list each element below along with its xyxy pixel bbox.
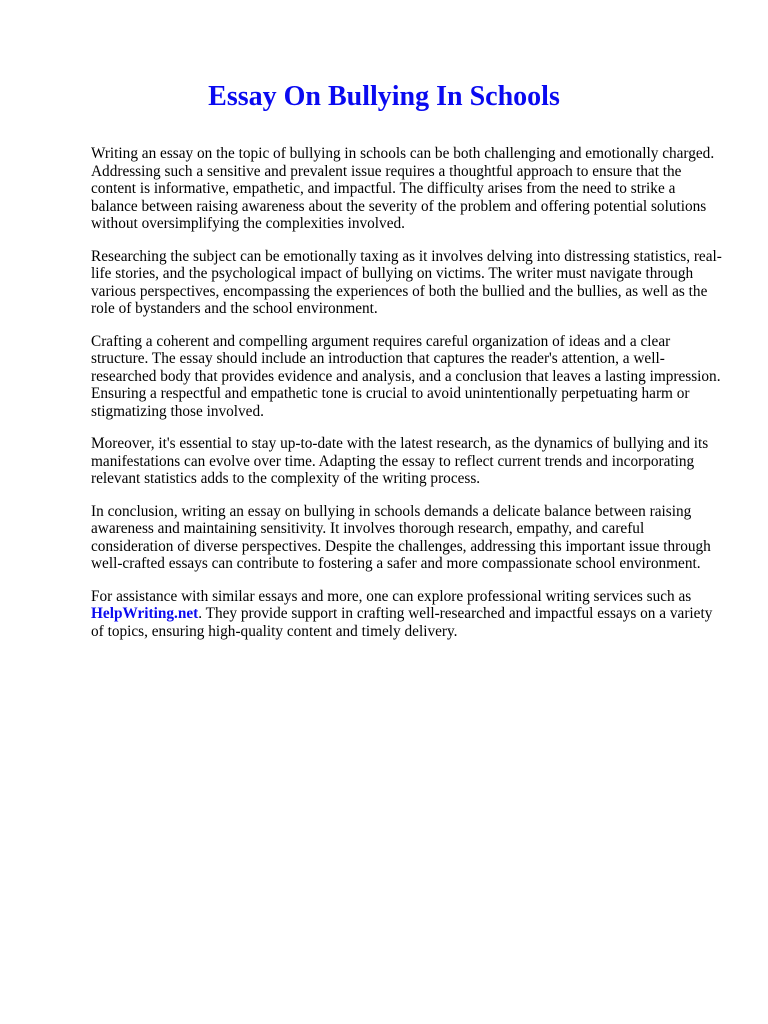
- helpwriting-link[interactable]: HelpWriting.net: [91, 605, 199, 622]
- paragraph-6: [91, 588, 723, 641]
- paragraph-1: Writing an essay on the topic of bullying in schools can be both challenging and emotionally charged. Addressing such a sensitive and prevalent issue requires a thoughtful approach to ensure that the content is informative, empathetic, and impactful. The difficulty arises from the need to strike a balance between raising awareness about the severity of the problem and offering potential solutions without oversimplifying the complexities involved.: [91, 145, 715, 232]
- document-title: Essay On Bullying In Schools: [208, 81, 560, 112]
- paragraph-2: Researching the subject can be emotionally taxing as it involves delving into distressing statistics, real-life stories, and the psychological impact of bullying on victims. The writer must navigate through various perspectives, encompassing the experiences of both the bullied and the bullies, as well as the role of bystanders and the school environment.: [91, 247, 722, 317]
- paragraph-3: Crafting a coherent and compelling argument requires careful organization of ideas and a clear structure. The essay should include an introduction that captures the reader's attention, a well-researched body that provides evidence and analysis, and a conclusion that leaves a lasting impression. Ensuring a respectful and empathetic tone is crucial to avoid unintentionally perpetuating harm or stigmatizing those involved.: [91, 332, 721, 420]
- document-body: [91, 145, 723, 655]
- paragraph-5: In conclusion, writing an essay on bullying in schools demands a delicate balance between raising awareness and maintaining sensitivity. It involves thorough research, empathy, and careful consideration of diverse perspectives. Despite the challenges, addressing this important issue through well-crafted essays can contribute to fostering a safer and more compassionate school environment.: [91, 502, 711, 572]
- paragraph-6-text-after-link: . They provide support in crafting well-researched and impactful essays on a variety of topics, ensuring high-quality content and timely delivery.: [91, 605, 713, 640]
- paragraph-4: Moreover, it's essential to stay up-to-date with the latest research, as the dynamics of bullying and its manifestations can evolve over time. Adapting the essay to reflect current trends and incorporating relevant statistics adds to the complexity of the writing process.: [91, 435, 709, 487]
- paragraph-6-text-before-link: For assistance with similar essays and more, one can explore professional writing services such as: [91, 587, 692, 605]
